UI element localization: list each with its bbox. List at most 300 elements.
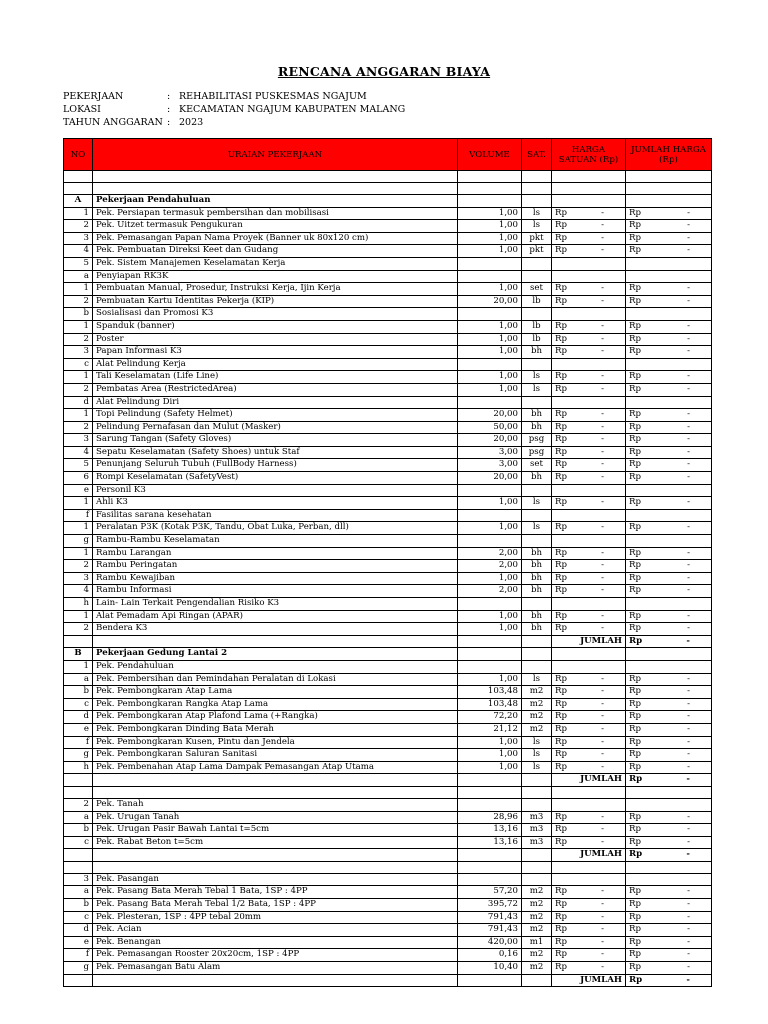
dash-value: -	[687, 936, 690, 947]
currency-label: Rp	[555, 207, 567, 218]
row-jumlah	[626, 936, 712, 949]
row-harga	[552, 924, 626, 937]
dash-value: -	[601, 207, 604, 218]
table-row	[64, 761, 712, 774]
row-harga	[552, 320, 626, 333]
dash-value: -	[601, 886, 604, 897]
row-volume: 13,16	[458, 836, 522, 849]
currency-label: Rp	[629, 207, 641, 218]
dash-value: -	[601, 497, 604, 508]
currency-label: Rp	[555, 811, 567, 822]
group-row	[64, 396, 712, 409]
currency-label: Rp	[555, 497, 567, 508]
row-desc: Rambu Larangan	[93, 547, 458, 560]
table-row	[64, 673, 712, 686]
currency-label: Rp	[629, 245, 641, 256]
row-harga	[552, 899, 626, 912]
currency-label: Rp	[629, 924, 641, 935]
row-no: 3	[64, 873, 93, 886]
row-volume: 1,00	[458, 320, 522, 333]
dash-value: -	[687, 886, 690, 897]
dash-value: -	[601, 824, 604, 835]
dash-value: -	[601, 761, 604, 772]
row-jumlah	[626, 320, 712, 333]
dash-value: -	[687, 333, 690, 344]
currency-label: Rp	[629, 232, 641, 243]
empty-cell	[522, 308, 552, 321]
empty-cell	[458, 849, 522, 862]
empty-cell	[522, 635, 552, 648]
empty-cell	[522, 257, 552, 270]
row-desc: Sosialisasi dan Promosi K3	[93, 308, 458, 321]
currency-label: Rp	[555, 936, 567, 947]
row-no: 1	[64, 371, 93, 384]
row-harga	[552, 811, 626, 824]
row-volume: 1,00	[458, 736, 522, 749]
row-desc: Pekerjaan Gedung Lantai 2	[93, 648, 458, 661]
row-no: 1	[64, 207, 93, 220]
header-jumlah: JUMLAH HARGA (Rp)	[626, 139, 712, 171]
total-label: JUMLAH	[552, 974, 626, 987]
row-jumlah	[626, 824, 712, 837]
row-harga	[552, 245, 626, 258]
currency-label: Rp	[555, 749, 567, 760]
empty-cell	[458, 598, 522, 611]
dash-value: -	[687, 673, 690, 684]
currency-label: Rp	[629, 749, 641, 760]
currency-label: Rp	[555, 698, 567, 709]
row-jumlah	[626, 673, 712, 686]
empty-cell	[552, 535, 626, 548]
row-desc: Tali Keselamatan (Life Line)	[93, 371, 458, 384]
row-no: f	[64, 949, 93, 962]
table-row	[64, 409, 712, 422]
row-harga	[552, 333, 626, 346]
row-unit: m2	[522, 686, 552, 699]
dash-value: -	[601, 346, 604, 357]
row-no: 3	[64, 232, 93, 245]
currency-label: Rp	[629, 421, 641, 432]
empty-cell	[93, 635, 458, 648]
row-desc: Pek. Plesteran, 1SP : 4PP tebal 20mm	[93, 911, 458, 924]
row-unit: ls	[522, 383, 552, 396]
row-desc: Pek. Pembongkaran Atap Lama	[93, 686, 458, 699]
row-desc: Rambu-Rambu Keselamatan	[93, 535, 458, 548]
row-jumlah	[626, 736, 712, 749]
currency-label: Rp	[629, 736, 641, 747]
row-jumlah	[626, 232, 712, 245]
table-row	[64, 459, 712, 472]
row-no: c	[64, 911, 93, 924]
row-no: 1	[64, 409, 93, 422]
row-desc: Fasilitas sarana kesehatan	[93, 509, 458, 522]
row-volume: 10,40	[458, 962, 522, 975]
dash-value: -	[601, 434, 604, 445]
empty-cell	[458, 308, 522, 321]
row-desc: Pek. Pendahuluan	[93, 660, 458, 673]
total-label: JUMLAH	[552, 635, 626, 648]
dash-value: -	[687, 421, 690, 432]
row-volume: 3,00	[458, 446, 522, 459]
currency-label: Rp	[629, 434, 641, 445]
currency-label: Rp	[629, 572, 641, 583]
row-no: 1	[64, 660, 93, 673]
currency-label: Rp	[555, 673, 567, 684]
dash-value: -	[687, 383, 690, 394]
row-unit: ls	[522, 736, 552, 749]
empty-cell	[626, 535, 712, 548]
row-harga	[552, 711, 626, 724]
row-desc: Pek. Pembongkaran Rangka Atap Lama	[93, 698, 458, 711]
empty-cell	[626, 648, 712, 661]
row-no: 5	[64, 459, 93, 472]
row-jumlah	[626, 333, 712, 346]
row-harga	[552, 295, 626, 308]
currency-label: Rp	[555, 522, 567, 533]
dash-value: -	[687, 207, 690, 218]
row-no: 6	[64, 472, 93, 485]
dash-value: -	[687, 283, 690, 294]
row-no: b	[64, 308, 93, 321]
table-row	[64, 962, 712, 975]
row-desc: Sepatu Keselamatan (Safety Shoes) untuk Staf	[93, 446, 458, 459]
currency-label: Rp	[555, 761, 567, 772]
empty-cell	[458, 257, 522, 270]
group-row	[64, 270, 712, 283]
dash-value: -	[686, 774, 690, 785]
row-volume: 21,12	[458, 723, 522, 736]
currency-label: Rp	[629, 585, 641, 596]
dash-value: -	[687, 761, 690, 772]
empty-cell	[522, 774, 552, 787]
meta-key: LOKASI	[63, 104, 101, 115]
row-unit: ls	[522, 371, 552, 384]
empty-cell	[626, 358, 712, 371]
empty-row	[64, 861, 712, 873]
empty-cell	[458, 974, 522, 987]
row-no: 4	[64, 245, 93, 258]
empty-cell	[552, 873, 626, 886]
empty-cell	[552, 598, 626, 611]
row-desc: Pek. Uitzet termasuk Pengukuran	[93, 220, 458, 233]
table-row	[64, 207, 712, 220]
row-no: c	[64, 836, 93, 849]
row-desc: Pek. Pasangan	[93, 873, 458, 886]
currency-label: Rp	[555, 434, 567, 445]
group-row	[64, 535, 712, 548]
currency-label: Rp	[629, 623, 641, 634]
empty-cell	[626, 183, 712, 195]
row-jumlah	[626, 409, 712, 422]
table-row	[64, 623, 712, 636]
row-desc: Pek. Persiapan termasuk pembersihan dan mobilisasi	[93, 207, 458, 220]
table-row	[64, 434, 712, 447]
currency-label: Rp	[629, 220, 641, 231]
dash-value: -	[601, 811, 604, 822]
row-harga	[552, 522, 626, 535]
row-jumlah	[626, 585, 712, 598]
row-no: f	[64, 509, 93, 522]
empty-cell	[522, 798, 552, 811]
row-harga	[552, 383, 626, 396]
row-no: d	[64, 924, 93, 937]
row-desc: Spanduk (banner)	[93, 320, 458, 333]
row-jumlah	[626, 711, 712, 724]
empty-cell	[626, 598, 712, 611]
currency-label: Rp	[555, 911, 567, 922]
row-no: 1	[64, 547, 93, 560]
table-row	[64, 220, 712, 233]
empty-cell	[626, 195, 712, 208]
dash-value: -	[687, 320, 690, 331]
total-row	[64, 774, 712, 787]
row-unit: lb	[522, 295, 552, 308]
row-jumlah	[626, 560, 712, 573]
empty-cell	[626, 786, 712, 798]
empty-row	[64, 183, 712, 195]
row-no: h	[64, 761, 93, 774]
row-unit: bh	[522, 547, 552, 560]
empty-cell	[552, 270, 626, 283]
empty-cell	[552, 171, 626, 183]
currency-label: Rp	[629, 409, 641, 420]
table-row	[64, 371, 712, 384]
table-row	[64, 610, 712, 623]
currency-label: Rp	[629, 886, 641, 897]
row-jumlah	[626, 421, 712, 434]
empty-cell	[93, 774, 458, 787]
table-row	[64, 346, 712, 359]
currency-label: Rp	[555, 886, 567, 897]
row-harga	[552, 911, 626, 924]
row-volume: 1,00	[458, 761, 522, 774]
empty-cell	[522, 861, 552, 873]
row-desc: Pek. Benangan	[93, 936, 458, 949]
currency-label: Rp	[629, 522, 641, 533]
dash-value: -	[687, 899, 690, 910]
currency-label: Rp	[555, 446, 567, 457]
total-row	[64, 635, 712, 648]
table-row	[64, 824, 712, 837]
empty-cell	[522, 171, 552, 183]
empty-cell	[458, 861, 522, 873]
empty-cell	[552, 195, 626, 208]
currency-label: Rp	[629, 911, 641, 922]
currency-label: Rp	[629, 949, 641, 960]
dash-value: -	[601, 245, 604, 256]
table-row	[64, 836, 712, 849]
dash-value: -	[601, 472, 604, 483]
empty-cell	[522, 648, 552, 661]
dash-value: -	[687, 245, 690, 256]
table-row	[64, 686, 712, 699]
row-volume: 2,00	[458, 547, 522, 560]
row-no: g	[64, 962, 93, 975]
row-no: b	[64, 686, 93, 699]
currency-label: Rp	[629, 346, 641, 357]
row-unit: ls	[522, 220, 552, 233]
table-row	[64, 736, 712, 749]
empty-cell	[552, 358, 626, 371]
dash-value: -	[687, 220, 690, 231]
row-harga	[552, 472, 626, 485]
empty-cell	[93, 849, 458, 862]
table-row	[64, 698, 712, 711]
total-row	[64, 974, 712, 987]
table-row	[64, 421, 712, 434]
row-harga	[552, 346, 626, 359]
dash-value: -	[601, 949, 604, 960]
row-volume: 72,20	[458, 711, 522, 724]
empty-cell	[458, 873, 522, 886]
currency-label: Rp	[629, 610, 641, 621]
row-jumlah	[626, 497, 712, 510]
row-volume: 1,00	[458, 245, 522, 258]
empty-cell	[458, 396, 522, 409]
row-no: 4	[64, 585, 93, 598]
table-row	[64, 886, 712, 899]
empty-cell	[626, 257, 712, 270]
table-row	[64, 749, 712, 762]
empty-cell	[552, 396, 626, 409]
row-unit: m2	[522, 949, 552, 962]
header-sat: SAT.	[522, 139, 552, 171]
currency-label: Rp	[629, 899, 641, 910]
row-no: a	[64, 673, 93, 686]
row-desc: Peralatan P3K (Kotak P3K, Tandu, Obat Luka, Perban, dll)	[93, 522, 458, 535]
row-harga	[552, 936, 626, 949]
row-desc: Pembuatan Kartu Identitas Pekerja (KIP)	[93, 295, 458, 308]
row-jumlah	[626, 836, 712, 849]
row-unit: m2	[522, 962, 552, 975]
empty-cell	[552, 509, 626, 522]
row-unit: m3	[522, 836, 552, 849]
dash-value: -	[687, 409, 690, 420]
row-no: b	[64, 899, 93, 912]
total-value	[626, 774, 712, 787]
dash-value: -	[601, 232, 604, 243]
empty-cell	[522, 660, 552, 673]
dash-value: -	[687, 572, 690, 583]
currency-label: Rp	[629, 698, 641, 709]
project-meta	[63, 90, 405, 129]
empty-cell	[458, 183, 522, 195]
row-jumlah	[626, 610, 712, 623]
dash-value: -	[687, 686, 690, 697]
row-jumlah	[626, 346, 712, 359]
row-jumlah	[626, 924, 712, 937]
dash-value: -	[687, 723, 690, 734]
group-row	[64, 598, 712, 611]
row-desc: Pek. Tanah	[93, 798, 458, 811]
document-title: RENCANA ANGGARAN BIAYA	[277, 64, 491, 79]
currency-label: Rp	[629, 383, 641, 394]
empty-cell	[626, 509, 712, 522]
row-harga	[552, 560, 626, 573]
row-volume: 28,96	[458, 811, 522, 824]
currency-label: Rp	[555, 320, 567, 331]
empty-cell	[522, 509, 552, 522]
row-no: 2	[64, 295, 93, 308]
row-desc: Penyiapan RK3K	[93, 270, 458, 283]
dash-value: -	[601, 911, 604, 922]
row-harga	[552, 409, 626, 422]
dash-value: -	[601, 686, 604, 697]
group-row	[64, 798, 712, 811]
empty-cell	[458, 195, 522, 208]
row-volume: 791,43	[458, 924, 522, 937]
dash-value: -	[601, 736, 604, 747]
dash-value: -	[687, 698, 690, 709]
currency-label: Rp	[555, 585, 567, 596]
row-jumlah	[626, 220, 712, 233]
currency-label: Rp	[629, 459, 641, 470]
dash-value: -	[687, 232, 690, 243]
row-desc: Alat Pelindung Kerja	[93, 358, 458, 371]
row-harga	[552, 371, 626, 384]
dash-value: -	[601, 836, 604, 847]
dash-value: -	[601, 421, 604, 432]
row-volume: 20,00	[458, 472, 522, 485]
row-unit: bh	[522, 409, 552, 422]
row-jumlah	[626, 949, 712, 962]
row-unit: ls	[522, 761, 552, 774]
row-no: a	[64, 811, 93, 824]
row-desc: Pek. Pasang Bata Merah Tebal 1/2 Bata, 1SP : 4PP	[93, 899, 458, 912]
dash-value: -	[601, 547, 604, 558]
row-unit: bh	[522, 472, 552, 485]
currency-label: Rp	[629, 936, 641, 947]
currency-label: Rp	[555, 283, 567, 294]
row-unit: bh	[522, 346, 552, 359]
row-jumlah	[626, 371, 712, 384]
table-row	[64, 711, 712, 724]
row-desc: Rambu Informasi	[93, 585, 458, 598]
empty-cell	[626, 171, 712, 183]
total-value	[626, 849, 712, 862]
currency-label: Rp	[555, 686, 567, 697]
empty-cell	[522, 396, 552, 409]
row-no: a	[64, 886, 93, 899]
empty-cell	[552, 648, 626, 661]
dash-value: -	[687, 736, 690, 747]
total-value	[626, 974, 712, 987]
currency-label: Rp	[629, 962, 641, 973]
row-jumlah	[626, 522, 712, 535]
currency-label: Rp	[555, 245, 567, 256]
row-volume: 1,00	[458, 572, 522, 585]
empty-cell	[552, 786, 626, 798]
dash-value: -	[601, 585, 604, 596]
dash-value: -	[687, 585, 690, 596]
section-row	[64, 648, 712, 661]
row-unit: bh	[522, 585, 552, 598]
row-desc: Pek. Sistem Manajemen Keselamatan Kerja	[93, 257, 458, 270]
currency-label: Rp	[629, 686, 641, 697]
spacer-row	[64, 171, 712, 183]
row-harga	[552, 886, 626, 899]
row-desc: Pek. Pembersihan dan Pemindahan Peralatan di Lokasi	[93, 673, 458, 686]
row-unit: bh	[522, 623, 552, 636]
header-no: NO	[64, 139, 93, 171]
dash-value: -	[687, 711, 690, 722]
currency-label: Rp	[629, 849, 643, 860]
dash-value: -	[687, 434, 690, 445]
row-unit: bh	[522, 610, 552, 623]
row-desc: Pek. Urugan Pasir Bawah Lantai t=5cm	[93, 824, 458, 837]
row-jumlah	[626, 383, 712, 396]
row-no: g	[64, 535, 93, 548]
